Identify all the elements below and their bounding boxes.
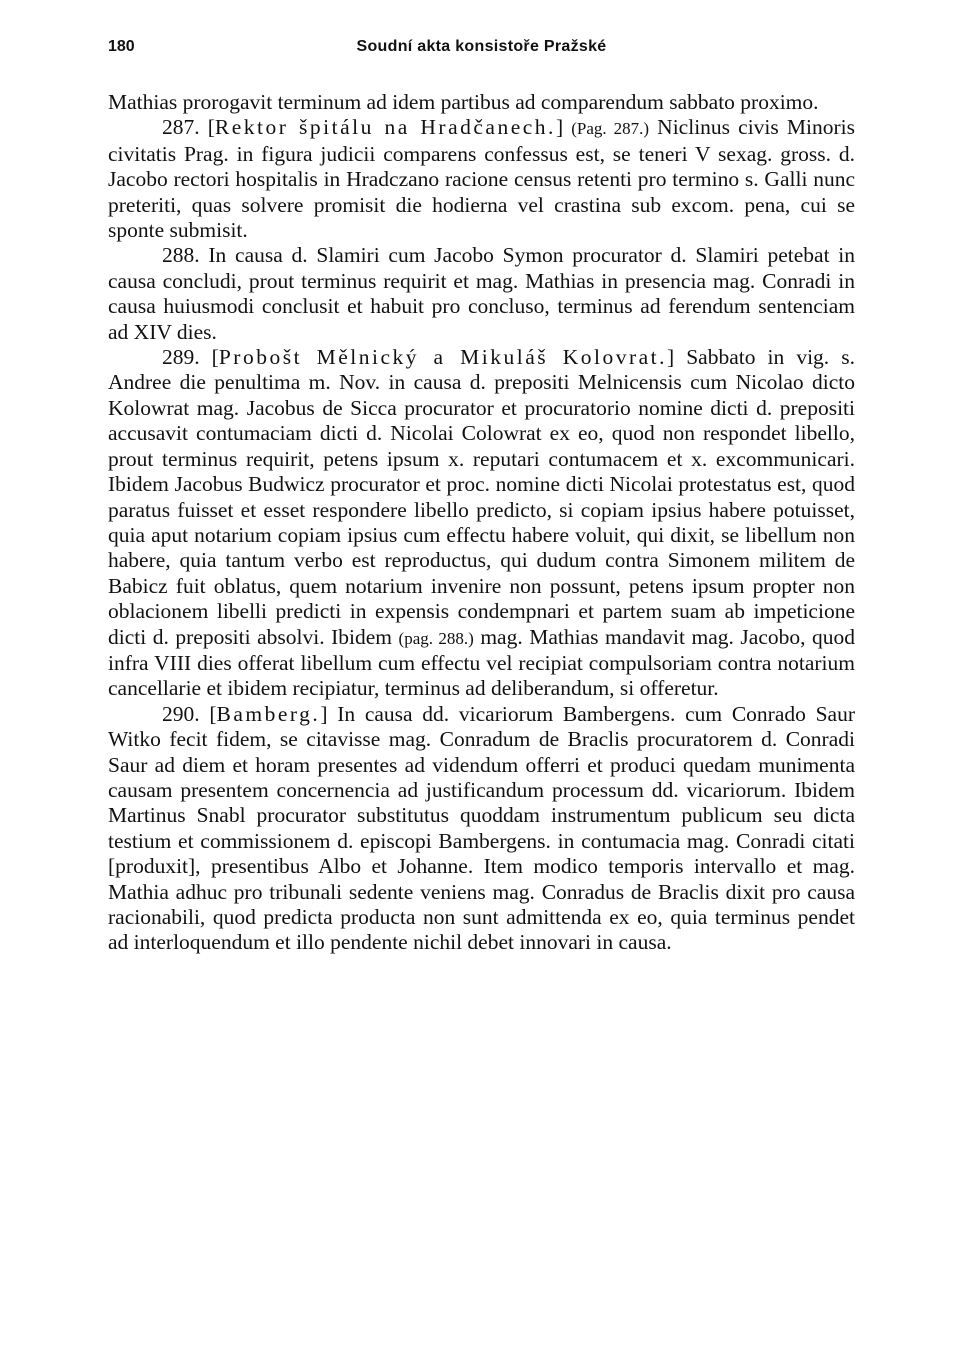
paragraph-continuation bbox=[108, 90, 855, 115]
page-header bbox=[108, 38, 855, 60]
running-title: Soudní akta konsistoře Pražské bbox=[356, 38, 607, 55]
page-reference: (pag. 288.) bbox=[398, 628, 474, 648]
entry-number: 289. bbox=[162, 345, 200, 370]
entry-number: 288. bbox=[162, 243, 200, 268]
entry-title: Probošt Mělnický a Mikuláš Kolovrat. bbox=[218, 345, 667, 370]
entry-number: 287. bbox=[162, 115, 200, 140]
entry-289: 289. [Probošt Mělnický a Mikuláš Kolovrat.] Sabbato in vig. s. Andree die penultima m. Nov. in causa d. prepositi Melnicensis cum Nicolao dicto Kolowrat mag. Jacobus de Sicca procurator et procuratorio nomine dicti d. prepositi accusavit contumaciam dicti d. Nicolai Colowrat ex eo, quod non respondet libello, prout terminus requirit, petens ipsum x. reputari contumacem et x. excommunicari. Ibidem Jacobus Budwicz procurator et proc. nomine dicti Nicolai protestatus est, quod paratus fuisset et esset respondere libello predicto, si copiam ipsius habere potuisset, quia aput notarium copiam ipsius cum effectu habere voluit, qui dixit, se libellum non habere, quia tantum verbo est reproductus, qui dudum contra Simonem militem de Babicz fuit oblatus, quem notarium invenire non possunt, petens ipsum propter non oblacionem libelli predicti in expensis condempnari et partem suam ab impeticione dicti d. prepositi absolvi. Ibidem (pag. 288.) mag. Mathias mandavit mag. Jacobo, quod infra VIII dies offerat libellum cum effectu vel recipiat compulsoriam contra notarium cancellarie et ibidem recipiatur, terminus ad deliberandum, si offeretur. bbox=[108, 345, 856, 701]
entry-text: Niclinus civis Minoris civitatis Prag. in figura judicii comparens confessus est, se teneri V sexag. gross. d. Jacobo rectori hospitalis in Hradczano racione census retenti pro termino s. Galli nunc preteriti, quas solvere promisit die hodierna vel crastina sub excom. pena, cui se sponte submisit. bbox=[108, 115, 855, 243]
entry-text: In causa dd. vicariorum Bambergens. cum Conrado Saur Witko fecit fidem, se citavisse mag. Conradum de Braclis procuratorem d. Conradi Saur ad diem et horam presentes ad videndum offerri et produci quedam munimenta causam presentem concernencia ad justificandum processum dd. vicariorum. Ibidem Martinus Snabl procurator substitutus quoddam instrumentum publicum seu dicta testium et commissionem d. episcopi Bambergens. in contumacia mag. Conradi citati [produxit], presentibus Albo et Johanne. Item modico temporis intervallo et mag. Mathia adhuc pro tribunali sedente veniens mag. Conradus de Braclis dixit pro causa racionabili, quod predicta producta non sunt admittenda ex eo, quia terminus pendet ad interloquendum et illo pendente nichil debet innovari in causa. bbox=[108, 701, 856, 955]
page-reference: (Pag. 287.) bbox=[571, 119, 650, 139]
body-text bbox=[108, 90, 855, 956]
entry-text-continued: mag. Mathias mandavit mag. Jacobo, quod infra VIII dies offerat libellum cum effectu vel recipiat compulsoriam contra notarium cancellarie et ibidem recipiatur, terminus ad deliberandum, si offeretur. bbox=[108, 624, 856, 701]
entry-288 bbox=[108, 243, 855, 345]
paragraph-text: Mathias prorogavit terminum ad idem partibus ad comparendum sabbato proximo. bbox=[108, 90, 819, 114]
page-number: 180 bbox=[108, 38, 135, 55]
entry-text: Sabbato in vig. s. Andree die penultima m. Nov. in causa d. prepositi Melnicensis cum Nicolao dicto Kolowrat mag. Jacobus de Sicca procurator et procuratorio nomine dicti d. prepositi accusavit contumaciam dicti d. Nicolai Colowrat ex eo, quod non respondet libello, prout terminus requirit, petens ipsum x. reputari contumacem et x. excommunicari. Ibidem Jacobus Budwicz procurator et proc. nomine dicti Nicolai protestatus est, quod paratus fuisset et esset respondere libello predicto, si copiam ipsius habere potuisset, quia aput notarium copiam ipsius cum effectu habere voluit, qui dixit, se libellum non habere, quia tantum verbo est reproductus, qui dudum contra Simonem militem de Babicz fuit oblatus, quem notarium invenire non possunt, petens ipsum propter non oblacionem libelli predicti in expensis condempnari et partem suam ab impeticione dicti d. prepositi absolvi. Ibidem bbox=[108, 345, 855, 649]
entry-title: Rektor špitálu na Hradčanech. bbox=[214, 115, 556, 140]
entry-287: 287. [Rektor špitálu na Hradčanech.] (Pag. 287.) Niclinus civis Minoris civitatis Prag. in figura judicii comparens confessus est, se teneri V sexag. gross. d. Jacobo rectori hospitalis in Hradczano racione census retenti pro termino s. Galli nunc preteriti, quas solvere promisit die hodierna vel crastina sub excom. pena, cui se sponte submisit. bbox=[108, 115, 855, 243]
entry-number: 290. bbox=[162, 701, 200, 726]
entry-title: Bamberg. bbox=[216, 701, 321, 726]
entry-text: In causa d. Slamiri cum Jacobo Symon procurator d. Slamiri petebat in causa concludi, prout terminus requirit et mag. Mathias in presencia mag. Conradi in causa huiusmodi conclusit et habuit pro concluso, terminus ad ferendum sentenciam ad XIV dies. bbox=[108, 243, 856, 344]
entry-290: 290. [Bamberg.] In causa dd. vicariorum Bambergens. cum Conrado Saur Witko fecit fidem, se citavisse mag. Conradum de Braclis procuratorem d. Conradi Saur ad diem et horam presentes ad videndum offerri et produci quedam munimenta causam presentem concernencia ad justificandum processum dd. vicariorum. Ibidem Martinus Snabl procurator substitutus quoddam instrumentum publicum seu dicta testium et commissionem d. episcopi Bambergens. in contumacia mag. Conradi citati [produxit], presentibus Albo et Johanne. Item modico temporis intervallo et mag. Mathia adhuc pro tribunali sedente veniens mag. Conradus de Braclis dixit pro causa racionabili, quod predicta producta non sunt admittenda ex eo, quia terminus pendet ad interloquendum et illo pendente nichil debet innovari in causa. bbox=[108, 701, 856, 955]
